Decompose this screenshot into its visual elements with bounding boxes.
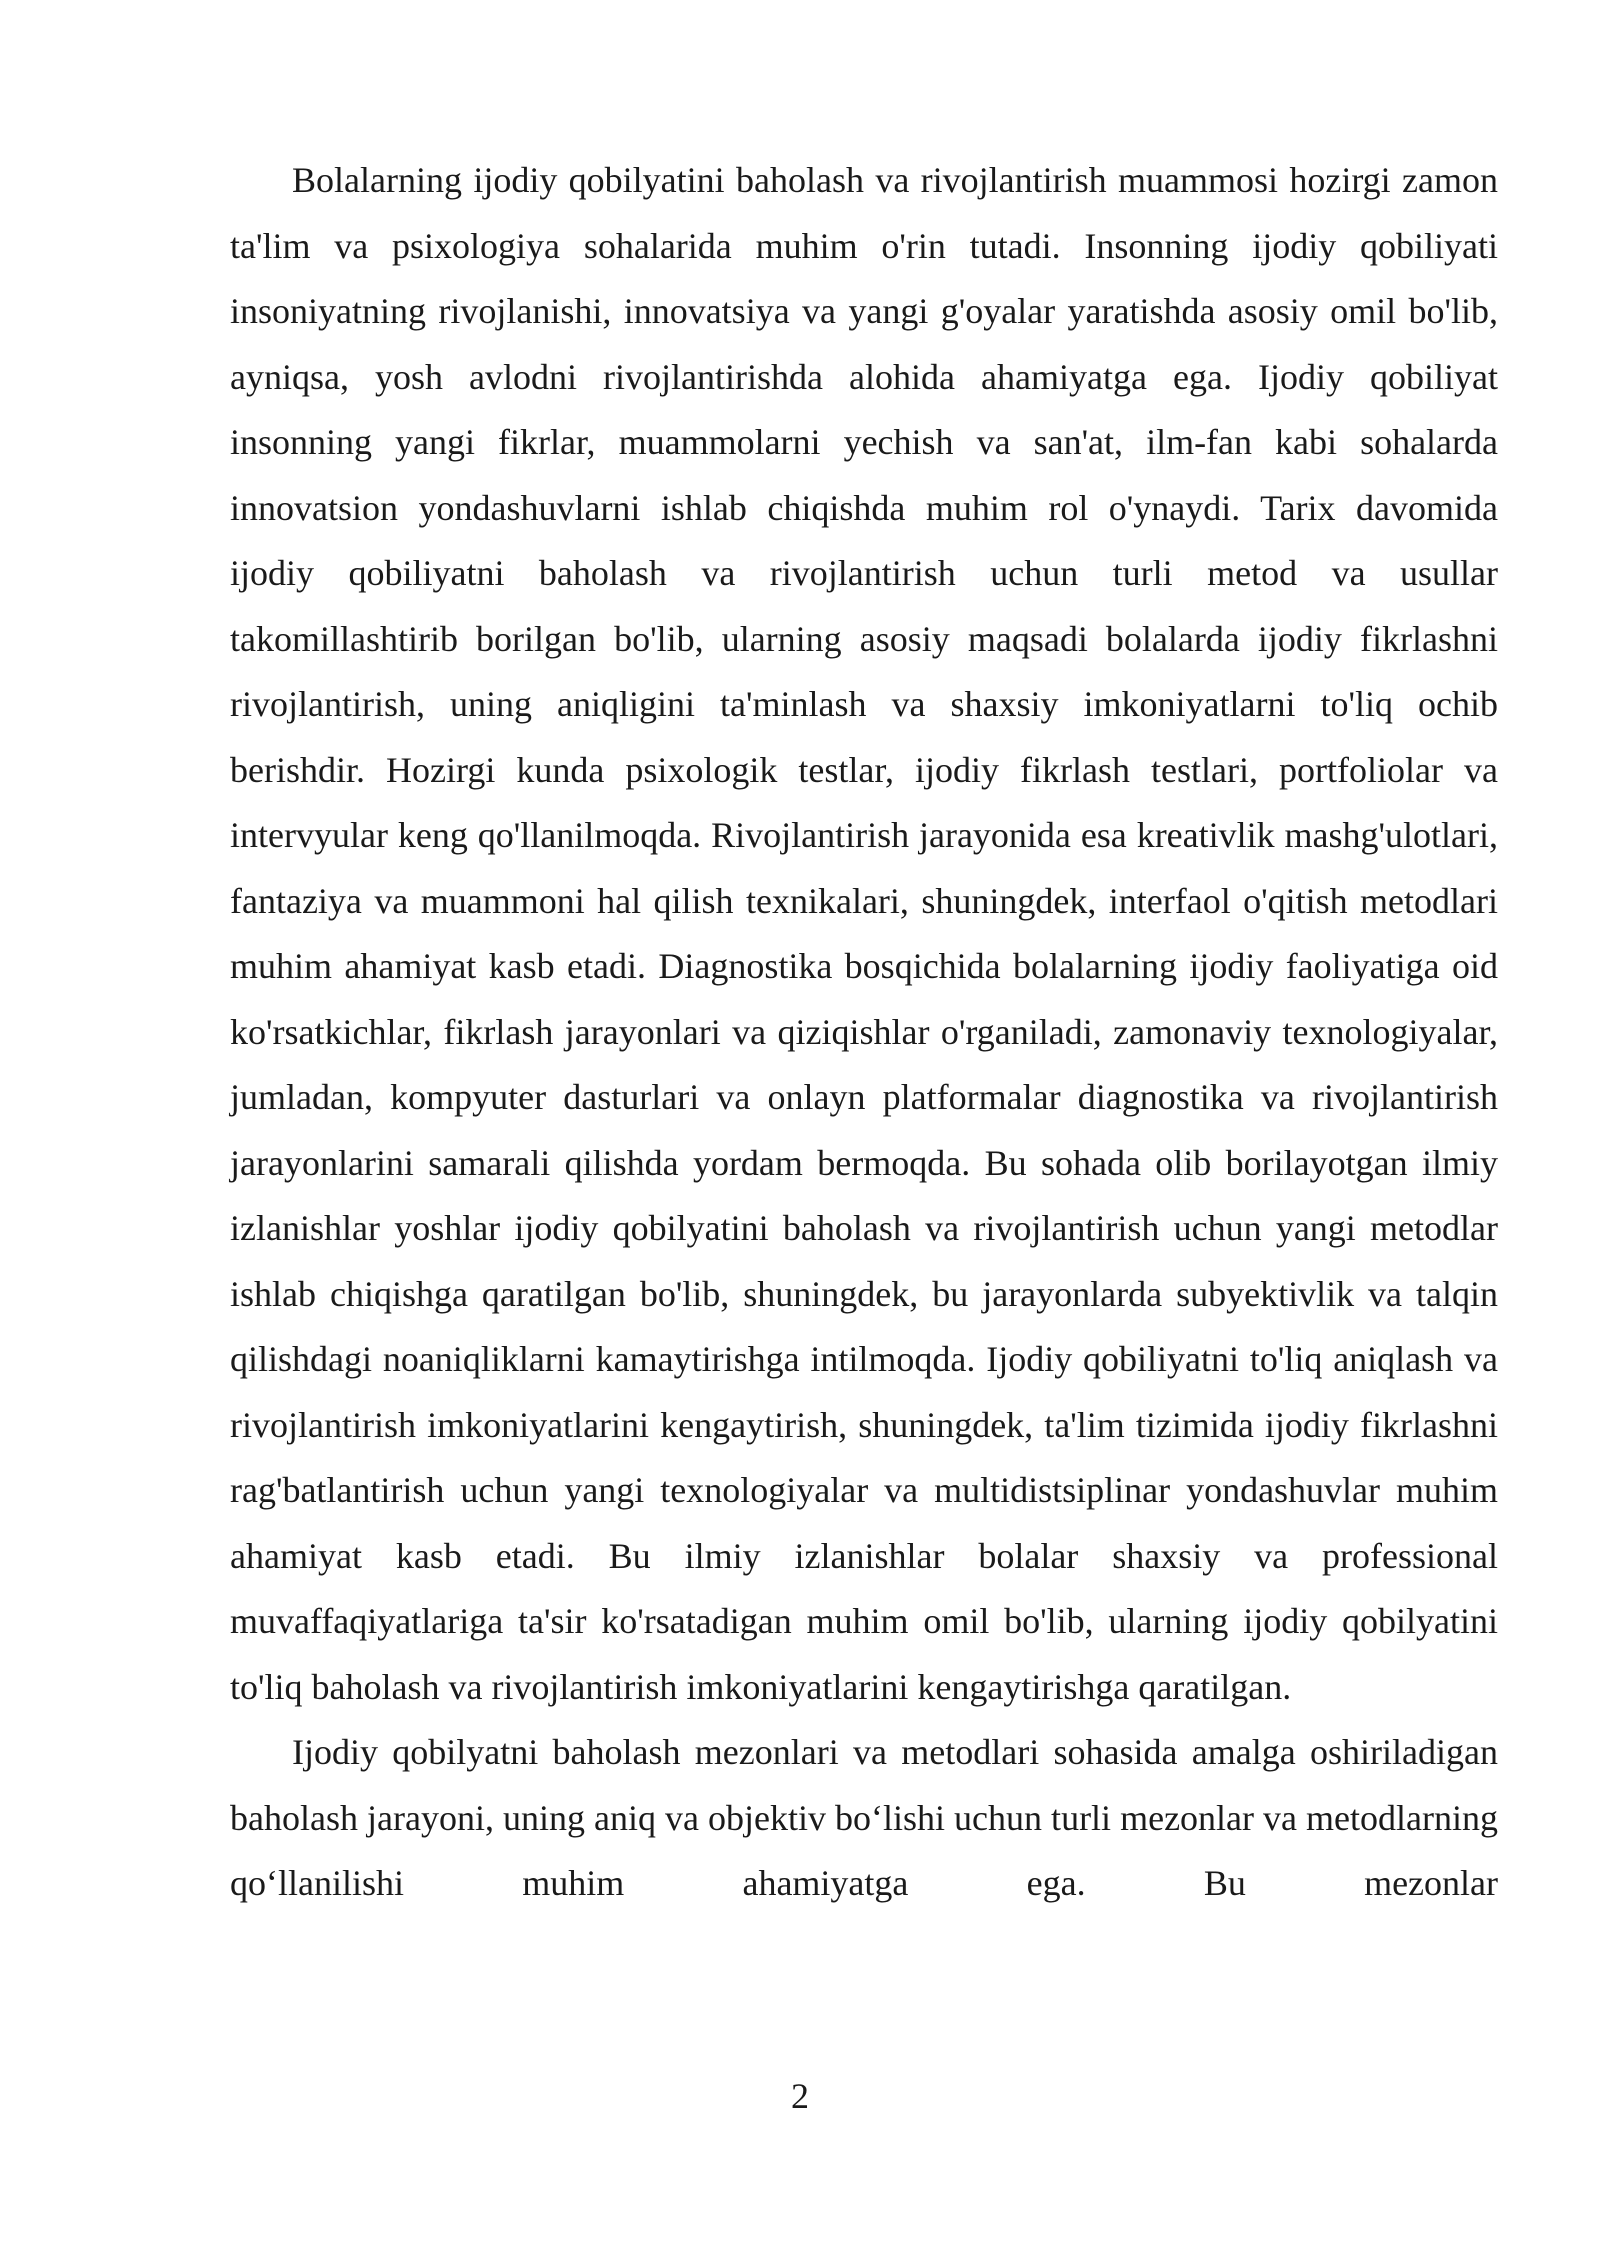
body-text — [230, 148, 1498, 1917]
paragraph-2: Ijodiy qobilyatni baholash mezonlari va metodlari sohasida amalga oshiriladigan baholash jarayoni, uning aniq va objektiv bo‘lishi uchun turli mezonlar va metodlarning qo‘llanilishi muhim ahamiyatga ega. Bu mezonlar — [230, 1732, 1498, 1903]
page-number: 2 — [791, 2076, 809, 2116]
paragraph-1: Bolalarning ijodiy qobilyatini baholash va rivojlantirish muammosi hozirgi zamon ta'lim va psixologiya sohalarida muhim o'rin tutadi. Insonning ijodiy qobiliyati insoniyatning rivojlanishi, innovatsiya va yangi g'oyalar yaratishda asosiy omil bo'lib, ayniqsa, yosh avlodni rivojlantirishda alohida ahamiyatga ega. Ijodiy qobiliyat insonning yangi fikrlar, muammolarni yechish va san'at, ilm-fan kabi sohalarda innovatsion yondashuvlarni ishlab chiqishda muhim rol o'ynaydi. Tarix davomida ijodiy qobiliyatni baholash va rivojlantirish uchun turli metod va usullar takomillashtirib borilgan bo'lib, ularning asosiy maqsadi bolalarda ijodiy fikrlashni rivojlantirish, uning aniqligini ta'minlash va shaxsiy imkoniyatlarni to'liq ochib berishdir. Hozirgi kunda psixologik testlar, ijodiy fikrlash testlari, portfoliolar va intervyular keng qo'llanilmoqda. Rivojlantirish jarayonida esa kreativlik mashg'ulotlari, fantaziya va muammoni hal qilish texnikalari, shuningdek, interfaol o'qitish metodlari muhim ahamiyat kasb etadi. Diagnostika bosqichida bolalarning ijodiy faoliyatiga oid ko'rsatkichlar, fikrlash jarayonlari va qiziqishlar o'rganiladi, zamonaviy texnologiyalar, jumladan, kompyuter dasturlari va onlayn platformalar diagnostika va rivojlantirish jarayonlarini samarali qilishda yordam bermoqda. Bu sohada olib borilayotgan ilmiy izlanishlar yoshlar ijodiy qobilyatini baholash va rivojlantirish uchun yangi metodlar ishlab chiqishga qaratilgan bo'lib, shuningdek, bu jarayonlarda subyektivlik va talqin qilishdagi noaniqliklarni kamaytirishga intilmoqda. Ijodiy qobiliyatni to'liq aniqlash va rivojlantirish imkoniyatlarini kengaytirish, shuningdek, ta'lim tizimida ijodiy fikrlashni rag'batlantirish uchun yangi texnologiyalar va multidistsiplinar yondashuvlar muhim ahamiyat kasb etadi. Bu ilmiy izlanishlar bolalar shaxsiy va professional muvaffaqiyatlariga ta'sir ko'rsatadigan muhim omil bo'lib, ularning ijodiy qobilyatini to'liq baholash va rivojlantirish imkoniyatlarini kengaytirishga qaratilgan. — [230, 160, 1498, 1707]
